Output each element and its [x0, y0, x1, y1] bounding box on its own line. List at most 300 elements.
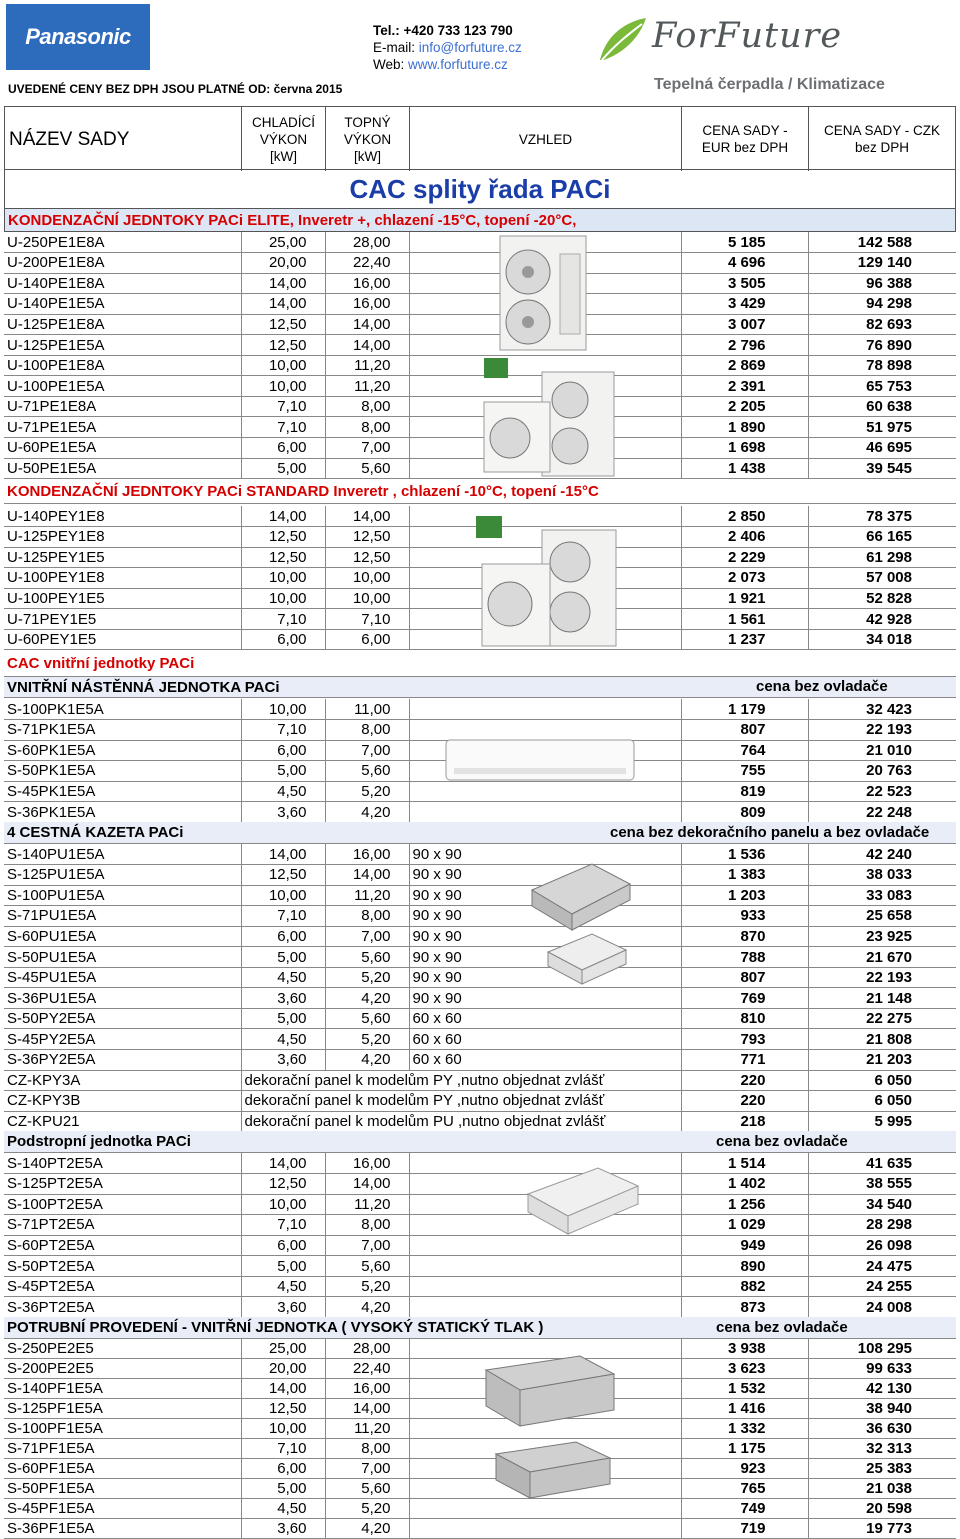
- model-cell: CZ-KPY3A: [4, 1070, 241, 1091]
- model-cell: S-45PY2E5A: [4, 1029, 241, 1050]
- heating-cell: 5,20: [325, 1029, 409, 1050]
- eur-cell: 2 406: [681, 527, 808, 548]
- section-indoor-title: CAC vnitřní jednotky PACi: [7, 654, 195, 672]
- model-cell: S-60PF1E5A: [4, 1459, 241, 1479]
- model-cell: S-36PU1E5A: [4, 988, 241, 1009]
- czk-cell: 94 298: [808, 294, 956, 315]
- heating-cell: 5,60: [325, 1479, 409, 1499]
- model-cell: U-140PE1E8A: [4, 273, 241, 294]
- heating-cell: 5,60: [325, 947, 409, 968]
- heating-cell: 8,00: [325, 396, 409, 417]
- eur-cell: 719: [681, 1519, 808, 1539]
- model-cell: U-60PE1E5A: [4, 437, 241, 458]
- czk-cell: 52 828: [808, 588, 956, 609]
- cooling-cell: 12,50: [241, 547, 325, 568]
- cooling-cell: 12,50: [241, 1399, 325, 1419]
- eur-cell: 810: [681, 1008, 808, 1029]
- eur-cell: 218: [681, 1111, 808, 1132]
- czk-cell: 25 658: [808, 906, 956, 927]
- section-standard-title: KONDENZAČNÍ JEDNTOKY PACi STANDARD Inveretr , chlazení -10°C, topení -15°C: [4, 480, 956, 504]
- model-cell: U-71PE1E8A: [4, 396, 241, 417]
- heating-cell: 6,00: [325, 629, 409, 650]
- look-cell: [409, 1276, 681, 1297]
- look-cell: 90 x 90: [409, 967, 681, 988]
- leaf-icon: [596, 16, 648, 64]
- model-cell: S-50PF1E5A: [4, 1479, 241, 1499]
- eur-cell: 3 429: [681, 294, 808, 315]
- table-row: [4, 335, 956, 356]
- czk-cell: 42 130: [808, 1379, 956, 1399]
- eur-cell: 807: [681, 720, 808, 741]
- web-label: Web:: [373, 57, 409, 72]
- czk-cell: 21 203: [808, 1049, 956, 1070]
- cooling-cell: 10,00: [241, 1419, 325, 1439]
- heating-cell: 16,00: [325, 273, 409, 294]
- eur-cell: 1 179: [681, 699, 808, 720]
- email-link[interactable]: info@forfuture.cz: [418, 40, 522, 55]
- company-name: ForFuture: [652, 16, 843, 56]
- czk-cell: 61 298: [808, 547, 956, 568]
- czk-cell: 39 545: [808, 458, 956, 479]
- cooling-cell: 4,50: [241, 967, 325, 988]
- cooling-cell: 12,50: [241, 527, 325, 548]
- cooling-cell: 7,10: [241, 906, 325, 927]
- table-row: [4, 1194, 956, 1215]
- look-cell: [409, 699, 681, 720]
- section-elite-title: KONDENZAČNÍ JEDNTOKY PACi ELITE, Inveretr +, chlazení -15°C, topení -20°C,: [4, 208, 956, 232]
- look-cell: [409, 781, 681, 802]
- model-cell: U-200PE1E8A: [4, 253, 241, 274]
- czk-cell: 38 940: [808, 1399, 956, 1419]
- table-row: [4, 273, 956, 294]
- section-wall-title: VNITŘNÍ NÁSTĚNNÁ JEDNOTKA PACi: [4, 676, 956, 698]
- czk-cell: 19 773: [808, 1519, 956, 1539]
- model-cell: CZ-KPY3B: [4, 1091, 241, 1112]
- heating-cell: 4,20: [325, 1049, 409, 1070]
- look-cell: 90 x 90: [409, 844, 681, 865]
- model-cell: U-100PE1E8A: [4, 355, 241, 376]
- model-cell: S-125PU1E5A: [4, 865, 241, 886]
- eur-cell: 765: [681, 1479, 808, 1499]
- cooling-cell: 5,00: [241, 1008, 325, 1029]
- cooling-cell: 20,00: [241, 1359, 325, 1379]
- table-row: [4, 720, 956, 741]
- czk-cell: 32 313: [808, 1439, 956, 1459]
- czk-cell: 23 925: [808, 926, 956, 947]
- heating-cell: 16,00: [325, 1379, 409, 1399]
- heating-cell: 11,20: [325, 376, 409, 397]
- cooling-cell: 12,50: [241, 314, 325, 335]
- brand-text: Panasonic: [25, 24, 131, 49]
- cooling-cell: 7,10: [241, 1215, 325, 1236]
- model-cell: U-125PEY1E5: [4, 547, 241, 568]
- heating-cell: 16,00: [325, 844, 409, 865]
- panasonic-logo: [6, 4, 150, 70]
- cooling-cell: 5,00: [241, 947, 325, 968]
- czk-cell: 24 475: [808, 1256, 956, 1277]
- heating-cell: 22,40: [325, 1359, 409, 1379]
- cooling-cell: 6,00: [241, 740, 325, 761]
- model-cell: S-100PK1E5A: [4, 699, 241, 720]
- czk-cell: 20 598: [808, 1499, 956, 1519]
- eur-cell: 764: [681, 740, 808, 761]
- model-cell: S-60PU1E5A: [4, 926, 241, 947]
- eur-cell: 1 921: [681, 588, 808, 609]
- outdoor-units-standard-image: [478, 526, 620, 650]
- look-cell: [409, 1256, 681, 1277]
- model-cell: U-140PE1E5A: [4, 294, 241, 315]
- model-cell: S-71PF1E5A: [4, 1439, 241, 1459]
- eur-cell: 1 203: [681, 885, 808, 906]
- model-cell: U-71PE1E5A: [4, 417, 241, 438]
- heating-cell: 14,00: [325, 865, 409, 886]
- cooling-cell: 14,00: [241, 294, 325, 315]
- cooling-cell: 6,00: [241, 926, 325, 947]
- model-cell: U-125PE1E8A: [4, 314, 241, 335]
- table-row: [4, 1070, 956, 1091]
- czk-cell: 65 753: [808, 376, 956, 397]
- section-ceiling-title: Podstropní jednotka PACi: [4, 1131, 956, 1153]
- web-line: [373, 56, 522, 73]
- cooling-cell: 14,00: [241, 1153, 325, 1174]
- czk-cell: 41 635: [808, 1153, 956, 1174]
- model-cell: S-250PE2E5: [4, 1339, 241, 1359]
- cooling-cell: 12,50: [241, 1174, 325, 1195]
- heating-cell: 7,00: [325, 926, 409, 947]
- czk-cell: 21 808: [808, 1029, 956, 1050]
- model-cell: S-50PY2E5A: [4, 1008, 241, 1029]
- czk-cell: 46 695: [808, 437, 956, 458]
- czk-cell: 5 995: [808, 1111, 956, 1132]
- model-cell: S-36PK1E5A: [4, 802, 241, 823]
- eur-cell: 1 256: [681, 1194, 808, 1215]
- czk-cell: 34 018: [808, 629, 956, 650]
- table-row: [4, 1153, 956, 1174]
- model-cell: S-60PT2E5A: [4, 1235, 241, 1256]
- czk-cell: 99 633: [808, 1359, 956, 1379]
- eur-cell: 873: [681, 1297, 808, 1318]
- company-subtitle: Tepelná čerpadla / Klimatizace: [654, 76, 885, 93]
- table-row: [4, 1049, 956, 1070]
- czk-cell: 24 255: [808, 1276, 956, 1297]
- czk-cell: 22 193: [808, 720, 956, 741]
- model-cell: S-100PF1E5A: [4, 1419, 241, 1439]
- model-cell: S-125PT2E5A: [4, 1174, 241, 1195]
- contact-block: [373, 22, 522, 73]
- cooling-cell: 10,00: [241, 376, 325, 397]
- panel-description-cell: dekorační panel k modelům PY ,nutno objednat zvlášť: [241, 1091, 681, 1112]
- look-cell: 90 x 90: [409, 988, 681, 1009]
- table-row: [4, 294, 956, 315]
- czk-cell: 26 098: [808, 1235, 956, 1256]
- table-row: [4, 1519, 956, 1539]
- heating-cell: 11,20: [325, 355, 409, 376]
- table-row: [4, 253, 956, 274]
- cooling-cell: 7,10: [241, 417, 325, 438]
- heating-cell: 16,00: [325, 294, 409, 315]
- cooling-cell: 3,60: [241, 1297, 325, 1318]
- cooling-cell: 4,50: [241, 781, 325, 802]
- outdoor-units-group-image: [480, 368, 618, 478]
- cooling-cell: 4,50: [241, 1276, 325, 1297]
- eur-cell: 870: [681, 926, 808, 947]
- ceiling-note: cena bez ovladače: [716, 1133, 848, 1150]
- eur-cell: 807: [681, 967, 808, 988]
- model-cell: U-250PE1E8A: [4, 232, 241, 253]
- czk-cell: 24 008: [808, 1297, 956, 1318]
- eur-cell: 1 175: [681, 1439, 808, 1459]
- model-cell: S-45PU1E5A: [4, 967, 241, 988]
- look-cell: [409, 1519, 681, 1539]
- heating-cell: 16,00: [325, 1153, 409, 1174]
- duct-units-image: [480, 1350, 620, 1506]
- cassette-table: [4, 844, 956, 1132]
- czk-cell: 57 008: [808, 568, 956, 589]
- table-row: [4, 781, 956, 802]
- model-cell: S-140PU1E5A: [4, 844, 241, 865]
- web-link[interactable]: www.forfuture.cz: [408, 57, 508, 72]
- ceiling-table: [4, 1153, 956, 1318]
- model-cell: S-100PU1E5A: [4, 885, 241, 906]
- czk-cell: 22 248: [808, 802, 956, 823]
- czk-cell: 42 240: [808, 844, 956, 865]
- eur-cell: 793: [681, 1029, 808, 1050]
- cooling-cell: 25,00: [241, 1339, 325, 1359]
- cooling-cell: 3,60: [241, 1519, 325, 1539]
- table-row: [4, 947, 956, 968]
- model-cell: S-100PT2E5A: [4, 1194, 241, 1215]
- eur-cell: 1 561: [681, 609, 808, 630]
- heating-cell: 10,00: [325, 568, 409, 589]
- czk-cell: 21 670: [808, 947, 956, 968]
- eur-cell: 1 438: [681, 458, 808, 479]
- eur-cell: 4 696: [681, 253, 808, 274]
- heating-cell: 7,00: [325, 740, 409, 761]
- col-heating: TOPNÝ VÝKON [kW]: [326, 107, 410, 171]
- eur-cell: 949: [681, 1235, 808, 1256]
- heating-cell: 5,60: [325, 1008, 409, 1029]
- model-cell: S-36PT2E5A: [4, 1297, 241, 1318]
- table-row: [4, 1297, 956, 1318]
- heating-cell: 5,20: [325, 1276, 409, 1297]
- eur-cell: 3 623: [681, 1359, 808, 1379]
- model-cell: U-125PEY1E8: [4, 527, 241, 548]
- table-row: [4, 1029, 956, 1050]
- czk-cell: 142 588: [808, 232, 956, 253]
- table-row: [4, 1215, 956, 1236]
- heating-cell: 22,40: [325, 253, 409, 274]
- look-cell: 60 x 60: [409, 1029, 681, 1050]
- czk-cell: 38 033: [808, 865, 956, 886]
- table-row: [4, 232, 956, 253]
- heating-cell: 12,50: [325, 547, 409, 568]
- heating-cell: 8,00: [325, 417, 409, 438]
- czk-cell: 66 165: [808, 527, 956, 548]
- heating-cell: 11,00: [325, 699, 409, 720]
- model-cell: CZ-KPU21: [4, 1111, 241, 1132]
- eur-cell: 769: [681, 988, 808, 1009]
- czk-cell: 129 140: [808, 253, 956, 274]
- heating-cell: 7,00: [325, 437, 409, 458]
- heating-cell: 8,00: [325, 906, 409, 927]
- eur-cell: 3 007: [681, 314, 808, 335]
- czk-cell: 96 388: [808, 273, 956, 294]
- czk-cell: 33 083: [808, 885, 956, 906]
- eur-cell: 220: [681, 1091, 808, 1112]
- column-header: [4, 106, 956, 170]
- czk-cell: 20 763: [808, 761, 956, 782]
- model-cell: S-36PF1E5A: [4, 1519, 241, 1539]
- heating-cell: 4,20: [325, 988, 409, 1009]
- eur-cell: 2 073: [681, 568, 808, 589]
- section-cassette-title: 4 CESTNÁ KAZETA PACi: [4, 822, 956, 844]
- czk-cell: 78 375: [808, 506, 956, 527]
- heating-cell: 10,00: [325, 588, 409, 609]
- heating-cell: 11,20: [325, 1194, 409, 1215]
- model-cell: S-50PT2E5A: [4, 1256, 241, 1277]
- cooling-cell: 12,50: [241, 865, 325, 886]
- model-cell: S-140PF1E5A: [4, 1379, 241, 1399]
- table-row: [4, 967, 956, 988]
- cooling-cell: 5,00: [241, 761, 325, 782]
- cooling-cell: 10,00: [241, 588, 325, 609]
- cooling-cell: 5,00: [241, 1256, 325, 1277]
- eur-cell: 1 402: [681, 1174, 808, 1195]
- col-look: VZHLED: [410, 107, 682, 171]
- heating-cell: 8,00: [325, 720, 409, 741]
- heating-cell: 7,00: [325, 1235, 409, 1256]
- czk-cell: 36 630: [808, 1419, 956, 1439]
- heating-cell: 4,20: [325, 1297, 409, 1318]
- heating-cell: 8,00: [325, 1215, 409, 1236]
- cooling-cell: 12,50: [241, 335, 325, 356]
- czk-cell: 22 523: [808, 781, 956, 802]
- model-cell: S-125PF1E5A: [4, 1399, 241, 1419]
- eur-cell: 1 383: [681, 865, 808, 886]
- cooling-cell: 7,10: [241, 396, 325, 417]
- email-line: [373, 39, 522, 56]
- heating-cell: 14,00: [325, 335, 409, 356]
- heating-cell: 14,00: [325, 1399, 409, 1419]
- model-cell: U-50PE1E5A: [4, 458, 241, 479]
- table-row: [4, 802, 956, 823]
- look-cell: 90 x 90: [409, 906, 681, 927]
- col-name: NÁZEV SADY: [5, 107, 242, 171]
- heating-cell: 8,00: [325, 1439, 409, 1459]
- model-cell: S-45PK1E5A: [4, 781, 241, 802]
- table-row: [4, 988, 956, 1009]
- cooling-cell: 14,00: [241, 1379, 325, 1399]
- cassette-note: cena bez dekoračního panelu a bez ovladače: [610, 824, 930, 841]
- eur-cell: 5 185: [681, 232, 808, 253]
- panel-description-cell: dekorační panel k modelům PY ,nutno objednat zvlášť: [241, 1070, 681, 1091]
- heating-cell: 5,20: [325, 967, 409, 988]
- look-cell: 90 x 90: [409, 885, 681, 906]
- cooling-cell: 7,10: [241, 1439, 325, 1459]
- model-cell: S-50PU1E5A: [4, 947, 241, 968]
- eur-cell: 3 938: [681, 1339, 808, 1359]
- czk-cell: 25 383: [808, 1459, 956, 1479]
- table-row: [4, 1235, 956, 1256]
- cooling-cell: 5,00: [241, 1479, 325, 1499]
- czk-cell: 60 638: [808, 396, 956, 417]
- model-cell: U-100PEY1E8: [4, 568, 241, 589]
- czk-cell: 38 555: [808, 1174, 956, 1195]
- table-row: [4, 1091, 956, 1112]
- eur-cell: 755: [681, 761, 808, 782]
- czk-cell: 21 010: [808, 740, 956, 761]
- eur-cell: 1 237: [681, 629, 808, 650]
- heating-cell: 7,00: [325, 1459, 409, 1479]
- czk-cell: 22 275: [808, 1008, 956, 1029]
- heating-cell: 5,60: [325, 1256, 409, 1277]
- model-cell: S-60PK1E5A: [4, 740, 241, 761]
- eur-cell: 2 205: [681, 396, 808, 417]
- look-cell: 90 x 90: [409, 926, 681, 947]
- model-cell: U-100PE1E5A: [4, 376, 241, 397]
- model-cell: S-36PY2E5A: [4, 1049, 241, 1070]
- sheet-title: CAC splity řada PACi: [4, 170, 956, 208]
- eur-cell: 788: [681, 947, 808, 968]
- duct-note: cena bez ovladače: [716, 1319, 848, 1336]
- email-label: E-mail:: [373, 40, 419, 55]
- model-cell: U-100PEY1E5: [4, 588, 241, 609]
- eur-cell: 819: [681, 781, 808, 802]
- col-eur: CENA SADY - EUR bez DPH: [682, 107, 809, 171]
- col-cooling: CHLADÍCÍ VÝKON [kW]: [242, 107, 326, 171]
- czk-cell: 6 050: [808, 1091, 956, 1112]
- cooling-cell: 3,60: [241, 1049, 325, 1070]
- cooling-cell: 25,00: [241, 232, 325, 253]
- cooling-cell: 14,00: [241, 844, 325, 865]
- cassette-unit-image: [522, 860, 634, 1008]
- eur-cell: 2 391: [681, 376, 808, 397]
- table-row: [4, 906, 956, 927]
- table-row: [4, 1008, 956, 1029]
- eur-cell: 2 229: [681, 547, 808, 568]
- section-duct-title: POTRUBNÍ PROVEDENÍ - VNITŘNÍ JEDNOTKA ( VYSOKÝ STATICKÝ TLAK ): [4, 1317, 956, 1339]
- eur-cell: 1 029: [681, 1215, 808, 1236]
- czk-cell: 6 050: [808, 1070, 956, 1091]
- look-cell: 90 x 90: [409, 947, 681, 968]
- eur-cell: 2 796: [681, 335, 808, 356]
- look-cell: [409, 506, 681, 527]
- table-row: [4, 926, 956, 947]
- czk-cell: 76 890: [808, 335, 956, 356]
- czk-cell: 22 193: [808, 967, 956, 988]
- model-cell: S-50PK1E5A: [4, 761, 241, 782]
- cooling-cell: 6,00: [241, 1459, 325, 1479]
- czk-cell: 21 038: [808, 1479, 956, 1499]
- eur-cell: 1 536: [681, 844, 808, 865]
- heating-cell: 5,60: [325, 458, 409, 479]
- heating-cell: 14,00: [325, 314, 409, 335]
- czk-cell: 78 898: [808, 355, 956, 376]
- cooling-cell: 20,00: [241, 253, 325, 274]
- heating-cell: 14,00: [325, 1174, 409, 1195]
- cooling-cell: 6,00: [241, 629, 325, 650]
- eur-cell: 1 890: [681, 417, 808, 438]
- cooling-cell: 14,00: [241, 273, 325, 294]
- table-row: [4, 699, 956, 720]
- model-cell: U-125PE1E5A: [4, 335, 241, 356]
- eur-cell: 2 869: [681, 355, 808, 376]
- model-cell: U-60PEY1E5: [4, 629, 241, 650]
- eur-cell: 220: [681, 1070, 808, 1091]
- eur-cell: 923: [681, 1459, 808, 1479]
- czk-cell: 34 540: [808, 1194, 956, 1215]
- page-header: [0, 0, 960, 106]
